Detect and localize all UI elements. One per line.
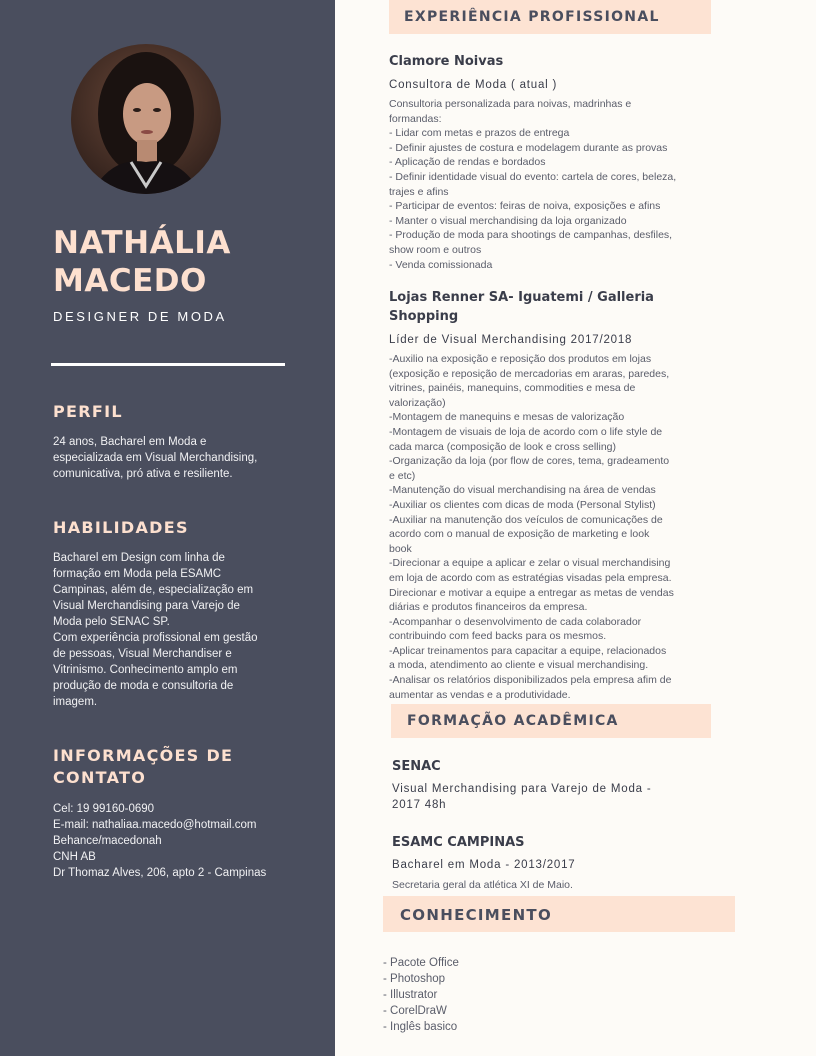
phone: Cel: 19 99160-0690 [53,803,155,815]
text-line: -Analisar os relatórios disponibilizados pela empresa afim de [389,674,672,687]
text-line: trajes e afins [389,185,449,198]
text-line: - Aplicação de rendas e bordados [389,156,546,169]
text-line: - Definir identidade visual do evento: cartela de cores, beleza, [389,170,677,183]
contato-heading-line: CONTATO [53,768,147,787]
text-line: -Manutenção do visual merchandising na área de vendas [389,484,656,497]
behance: Behance/macedonah [53,835,162,847]
job-position: Consultora de Moda ( atual ) [389,79,558,91]
text-line: 24 anos, Bacharel em Moda e [53,436,207,448]
first-name: NATHÁLIA [53,225,231,261]
habilidades-heading: HABILIDADES [53,518,189,537]
text-line: contribuindo com feed backs para os mesmos. [389,630,607,643]
contato-heading [53,745,233,789]
knowledge-list [383,955,459,1035]
course-line: Visual Merchandising para Varejo de Moda - [392,783,652,795]
text-line: a moda, atendimento ao cliente e visual merchandising. [389,659,649,672]
text-line: Direcionar e motivar a equipe a entregar as metas de vendas [389,586,674,599]
profile-photo [71,44,221,194]
text-line: -Acompanhar o desenvolvimento de cada colaborador [389,615,642,628]
text-line: - Venda comissionada [389,258,493,271]
list-item: - Inglês basico [383,1021,458,1033]
text-line: Bacharel em Design com linha de [53,552,225,564]
text-line: -Auxiliar na manutenção dos veículos de comunicações de [389,513,663,526]
text-line: -Montagem de visuais de loja de acordo com o life style de [389,425,663,438]
text-line: - Produção de moda para shootings de campanhas, desfiles, [389,229,673,242]
text-line: -Auxilio na exposição e reposição dos produtos em lojas [389,353,652,365]
text-line: -Auxiliar os clientes com dicas de moda (Personal Stylist) [389,498,656,511]
experiencia-heading: EXPERIÊNCIA PROFISSIONAL [404,9,660,25]
text-line: (exposição e reposição de mercadorias em araras, paredes, [389,367,670,380]
text-line: e etc) [389,469,416,482]
text-line: Com experiência profissional em gestão [53,632,258,644]
formacao-heading: FORMAÇÃO ACADÊMICA [407,713,619,729]
text-line: - Lidar com metas e prazos de entrega [389,127,570,140]
contato-text [53,801,293,881]
address: Dr Thomaz Alves, 206, apto 2 - Campinas [53,867,267,879]
text-line: Moda pelo SENAC SP. [53,616,170,628]
text-line: - Manter o visual merchandising da loja organizado [389,214,627,227]
school-name: ESAMC CAMPINAS [392,835,525,850]
text-line: - Participar de eventos: feiras de noiva, exposições e afins [389,200,661,213]
text-line: imagem. [53,696,98,708]
job-description [389,352,674,702]
text-line: Campinas, além de, especialização em [53,584,254,596]
text-line: -Montagem de manequins e mesas de valorização [389,411,625,424]
list-item: - Pacote Office [383,957,459,969]
text-line: em loja de acordo com as estratégias visadas pela empresa. [389,571,672,584]
conhecimento-heading: CONHECIMENTO [400,906,553,924]
perfil-text [53,434,293,482]
list-item: - CorelDraW [383,1005,447,1017]
text-line: vitrines, painéis, manequins, commodities e mesa de [389,382,636,395]
text-line: formação em Moda pela ESAMC [53,568,222,580]
text-line: comunicativa, pró ativa e resiliente. [53,468,233,480]
last-name: MACEDO [53,263,207,299]
text-line: valorização) [389,396,446,409]
license: CNH AB [53,851,96,863]
text-line: especializada em Visual Merchandising, [53,452,258,464]
full-name [53,224,231,300]
text-line: acordo com o manual de exposição de marketing e look [389,528,650,541]
text-line: produção de moda e consultoria de [53,680,234,692]
job-title: DESIGNER DE MODA [53,309,227,324]
course-note: Secretaria geral da atlética XI de Maio. [392,879,573,891]
text-line: formandas: [389,112,442,125]
perfil-heading: PERFIL [53,402,123,421]
text-line: de pessoas, Visual Merchandiser e [53,648,232,660]
text-line: Visual Merchandising para Varejo de [53,600,240,612]
habilidades-text [53,550,293,710]
company-name-line: Shopping [389,309,459,324]
school-name: SENAC [392,759,441,774]
text-line: -Organização da loja (por flow de cores, tema, gradeamento [389,455,670,468]
job-position: Líder de Visual Merchandising 2017/2018 [389,334,633,346]
text-line: -Direcionar a equipe a aplicar e zelar o visual merchandising [389,557,671,570]
course-line: 2017 48h [392,799,447,811]
list-item: - Photoshop [383,973,446,985]
text-line: cada marca (composição de look e cross selling) [389,440,617,453]
company-name [389,288,654,326]
text-line: book [389,542,412,555]
text-line: Consultoria personalizada para noivas, madrinhas e [389,98,632,110]
text-line: -Aplicar treinamentos para capacitar a equipe, relacionados [389,644,667,657]
email: E-mail: nathaliaa.macedo@hotmail.com [53,819,257,831]
sidebar [0,0,335,1056]
text-line: - Definir ajustes de costura e modelagem durante as provas [389,141,668,154]
text-line: show room e outros [389,243,482,256]
list-item: - Illustrator [383,989,438,1001]
text-line: aumentar as vendas e a produtividade. [389,688,571,701]
divider [51,363,285,366]
text-line: diárias e produtos financeiros da empresa. [389,601,588,614]
job-description [389,97,676,272]
contato-heading-line: INFORMAÇÕES DE [53,746,234,765]
course [392,781,651,813]
company-name: Clamore Noivas [389,54,504,69]
company-name-line: Lojas Renner SA- Iguatemi / Galleria [389,290,654,305]
text-line: Vitrinismo. Conhecimento amplo em [53,664,238,676]
course: Bacharel em Moda - 2013/2017 [392,859,576,871]
